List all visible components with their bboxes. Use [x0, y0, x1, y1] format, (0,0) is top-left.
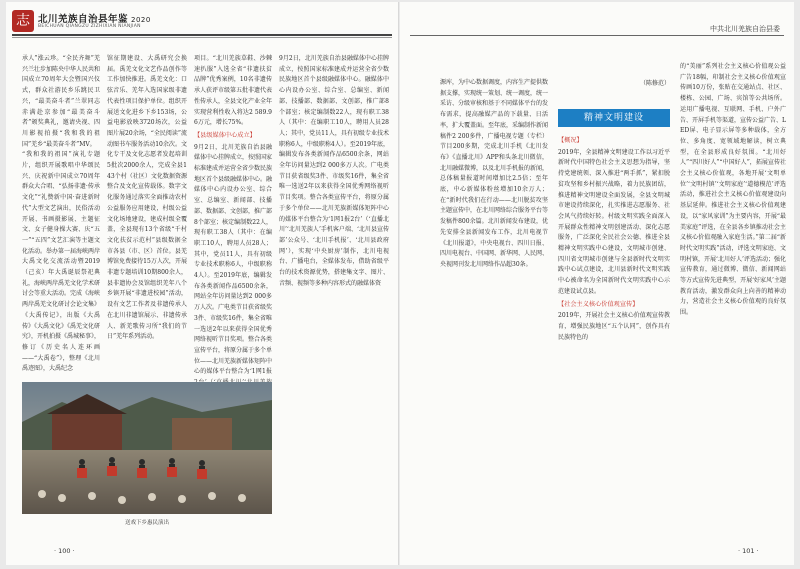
yearbook-title	[38, 11, 151, 25]
paragraph: “我和我的祖国”演礼专题片，组织开展歌唱中华颂民兴、庆祝新中国成立70周年群众大合唱、“弘扬非遗·传承文化”“礼赞新中国·奋进新时代”大型文艺演出，民俗活动开展、书画摄影展、主题征文、女子健身操大赛、庆“五一”“五四”文艺汇演等主题文化活动。举办第一届海峡两岸大禹文化交流活动暨2019（己亥）年大禹诞辰祭祀典礼，海峡两岸禹羌文化学术研讨会等重大活动。完成《海峡两岸禹羌文化研讨会论文集》《大禹传记》，出版《大禹传》《大禹文化》《禹羌文化研究》，开机拍摄《禹城秘事》，修订《历史名人连环画——“大禹卷”》，整理《北川禹迹图》，大禹纪念	[22, 151, 101, 373]
performance-photo	[22, 382, 272, 514]
paragraph: 的“美丽”系列社会主义核心价值观公益广告18幅，印制社会主义核心价值观宣传画10万份，张贴在交通站点、社区、楼栋、公园、广场、宾馆等公共场所。运用广播电视、互联网、手机、户外广告、开屏手机等渠道，宣传公益广告、LED屏、电子显示屏等多种载体，全方位、多角度、宽领域地解读，树立典型，在全县形成良好氛围。“北川好人”“四川好人”“中国好人”，拓展宣传社会主义核心价值观，各地开展‘文明单位’‘文明村镇’‘文明家庭’‘道德模范’评选活动，推进社会主义核心价值观建设向基层延伸。推进社会主义核心价值观建设，以“家风家训”为主要内容，开展“最美家庭”评选，在全县各乡镇推动社会主义核心价值观融入家庭生活。”第二届“新时代文明实践”活动，评选文明家庭、文明村镇，开展‘北川好人’评选活动；强化宣传教育，通过微博、微信、新闻网站等方式宣传先进典型，开展‘好家风’主题教育活动，激发群众向上向善的精神动力，营造社会主义核心价值观的良好氛围。	[680, 63, 786, 317]
yearbook-title-text: 北川羌族自治县年鉴	[38, 14, 129, 25]
book-spread	[6, 2, 794, 565]
section-heading: 【县级媒体中心成立】	[194, 131, 256, 139]
section-header-title: 中共北川羌族自治县委	[710, 25, 780, 33]
header-rule	[12, 34, 392, 36]
page-number: · 100 ·	[54, 547, 75, 555]
paragraph: 项目。“北川羌族草鞋、沙棘速扒服”入选全省“非遗扶贫品牌”优秀案例，10名非遗传承人获评市级第五批非遗代表性传承人，全县文化产业全年实现营利性收入将达2 589.96万元，增长75%。	[194, 55, 273, 127]
paragraph: 2019年，全县精神文明建设工作以习近平新时代中国特色社会主义思想为指导，坚持党建统领、深入推进“两手抓”，紧扣脱贫攻坚和乡村振兴战略，着力民族团结，推进精神文明建设全面发展，全县文明城市建设持续深化，扎实推进志愿服务、社会风气持续好转。村级文明实践全面深入开展群众性精神文明创建活动、深化志愿服务，广泛深化全民社会公德、推进全县精神文明实践中心建设，文明城市创建、四川省文明城市创建与全县新时代文明实践中心试点建设，北川县新时代文明实践中心被命名为全国新时代文明实践中心示范建设试点县。	[558, 148, 670, 295]
left-page	[6, 2, 400, 565]
header-rule	[410, 35, 784, 36]
text-column-2	[107, 54, 187, 372]
paragraph: 承人”涨云珍。“全民齐舞”羌兴兰壮步加陈央中华人民共和国成立70周年大会暨国兴仪式，群众社游民乡乐跳民卫兴，“最美奋斗者”兰翠同志赤满赴京参加“最美奋斗者”颁奖典礼，邀请央视、四川影视拍摄“我和我的祖国”羌乡“最美奋斗者”MV。	[22, 55, 101, 148]
paragraph: 9月2日，北川羌族自治县融媒体中心挂牌成立，按照国家标准建成并运营全省少数民族地区首个县级融媒体中心。融媒体中心内设办公室、综合室、总编室、新闻部、技播部、数据部、文创部，推广部8个部室；核定编制数22人，现有职工38人（其中：在编职工10人，聘用人员28人；其中，党员11人，具有初级专业技术职称6人，中级职称4人）。至2019年底，编辑发布各类新闻作品6500余条，网站全年访问量达到2 000多万人次。广电类节目获省级奖3件、市级奖16件，集全省唯一选送2年以来获得全国优秀网络视听节目奖项。整合各类宣传平台，将原分属于多个单位——北川羌族新媒体矩阵中心的媒体平台整合为‘1网1报	[194, 143, 273, 376]
text-column-5	[558, 134, 670, 539]
text-column-1	[22, 54, 100, 372]
text-column-3b	[279, 54, 389, 539]
author-signature: （陈修范）	[639, 80, 670, 87]
section-heading: 【概况】	[558, 137, 583, 144]
paragraph: 馆征期建设、大禹研究会换届。禹羌文化文艺作品创作等工作加快推进。禹羌文化：口弦音乐、羌年入选国家级非遗代表性项目保护单位。组织开展送文化进乡下乡153场，公益电影放映3720场次，公益图片展20余场，“全民阅读”流动图书车服务活动10余次。文化专干及文化志愿者发起培训5批次2000余人，完成全县143个村（社区）文化数据资源整合及文化宣传载体。数字文化服务通过落实全面推动农村公益服务应用建设，村级公益文化场地建设，建成村级全覆盖，全县现有13个省级“千村文化扶贫示范村”县级数据全市各县（市、区）首位。县羌博馆免费接待15万人次，开展非遗专题培训10期800余人，县非遗协会及馆组织羌年八个乡镇开展“非遗进校园”活动，设有文艺工作者及非遗传承人在北川非遗馆展示、非遗传承人、新羌歌传习所“我们的节日”羌年系列活动。	[107, 55, 187, 341]
yearbook-logo-icon: 志	[12, 10, 34, 32]
header-rule-thin	[12, 37, 392, 38]
text-column-5-top	[558, 78, 670, 106]
page-header-right	[410, 24, 784, 36]
text-column-3	[194, 54, 273, 376]
yearbook-year: 2020	[131, 16, 151, 24]
right-page	[400, 2, 794, 565]
text-column-4	[440, 78, 548, 538]
photo-caption: 送戏下乡惠民演出	[124, 520, 169, 526]
paragraph: 9月2日，北川羌族自治县融媒体中心挂牌成立，按照国家标准建成并运营全省少数民族地区首个县级融媒体中心。融媒体中心内设办公室、综合室、总编室、新闻部、技播部、数据部、文创部，推广部8个部室；核定编制数22人，现有职工38人（其中：在编职工10人，聘用人员28人；其中，党员11人，具有初级专业技术职称6人，中级职称4人）。至2019年底，编辑发布各类新闻作品6500余条，网站全年访问量达到2 000多万人次。广电类节目获省级奖3件、市级奖16件，集全省唯一选送2年以来获得全国优秀网络视听节目奖项。整合各类宣传平台，将原分属于多个单位——北川羌族新媒体矩阵中心的媒体平台整合为‘1网1报2台’（‘直播北川’‘北川羌族人’手机客户端、‘北川县宣传部’公众号、‘北川手机报’、‘北川县政府网’），实现‘中央厨房’制作，北川电视台、广播电台，全媒体发布，借助省级平台的技术资源优势，搭建集文字、图片、音频、视频等多种内容形式的融媒体资	[279, 55, 389, 287]
paragraph: 源库，为中心数据调度，内容生产提供数据支撑，实现统一策划、统一调度，统一采访、分级审核和基于不同媒体平台的发布需求，提高融媒产品的下载量、日活率，扩大覆盖面。至年底，采编制作新闻稿件2 200多件，广播电视专题（专栏）节目200多期，完成北川手机《北川发布》《直播北川》APP和头条北川微信，北川融媒微博，以及北川手机报的新闻，总体稿量报道时间增加比2.5倍；至年底，中心新媒体粉丝增加10余万人；在“新时代我们在行动——北川脱贫攻坚主题宣传中，在北川网络综合服务平台等发稿件800余篇。北川新闻发布建设，优先安排全县新闻发布工作，北川电视节《北川报道》，中央电视台、四川日报、四川电视台、中国网、新华网、人民网、央视网刊发北川网络作品超30条。	[440, 79, 549, 268]
paragraph: 2019年，开展社会主义核心价值观宣传教育，增强民族地区“五个认同”，创作具有民族特色的	[558, 312, 670, 341]
page-number: · 101 ·	[738, 547, 759, 555]
yearbook-pinyin: BEICHUAN QIANGZU ZIZHIXIAN NIANJIAN	[38, 24, 141, 29]
text-column-6	[680, 62, 786, 539]
section-banner: 精神文明建设	[558, 109, 670, 127]
section-heading: 【社会主义核心价值观宣传】	[558, 300, 639, 308]
page-header-left	[12, 10, 392, 46]
